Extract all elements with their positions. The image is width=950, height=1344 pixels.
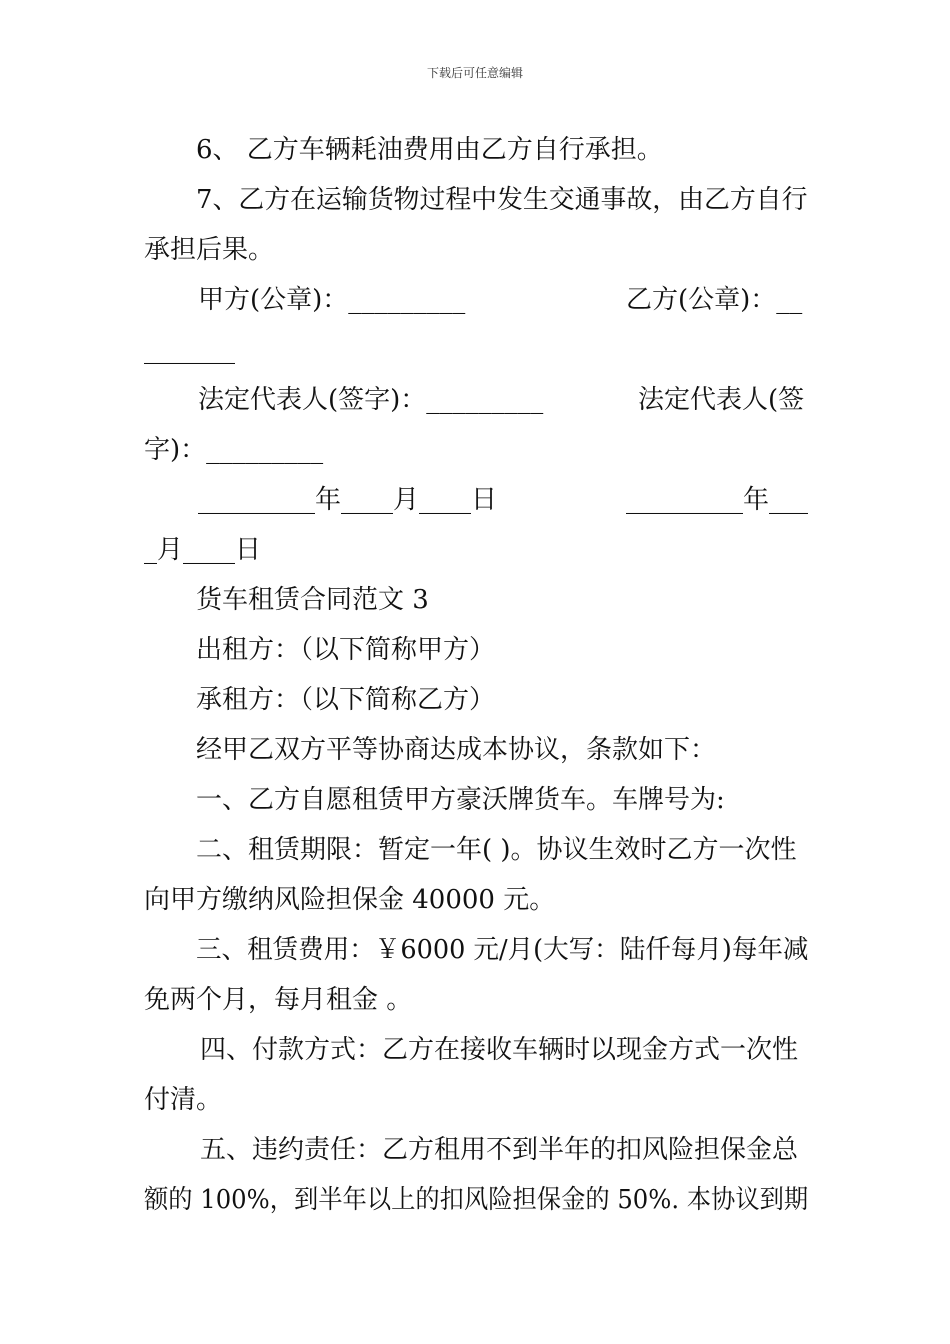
- text-line: 一、乙方自愿租赁甲方豪沃牌货车。车牌号为:: [196, 785, 725, 815]
- text-line: 字)：_________: [144, 435, 324, 465]
- text-line: 付清。: [144, 1085, 223, 1115]
- text-line: 承担后果。: [144, 235, 275, 265]
- text-line: 7、乙方在运输货物过程中发生交通事故，由乙方自行: [196, 185, 808, 215]
- text-line: 法定代表人(签字)：_________: [198, 385, 544, 415]
- text-line: _________年___: [626, 485, 809, 515]
- text-line: 三、租赁费用：￥6000 元/月(大写：陆仟每月)每年减: [196, 935, 809, 965]
- text-line: 乙方(公章)：__: [626, 285, 803, 315]
- text-line: 货车租赁合同范文 3: [196, 585, 429, 615]
- text-line: 免两个月，每月租金 。: [144, 985, 413, 1015]
- text-line: 五、违约责任：乙方租用不到半年的扣风险担保金总: [200, 1135, 799, 1165]
- text-line: _月____日: [144, 535, 262, 565]
- text-line: 6、 乙方车辆耗油费用由乙方自行承担。: [196, 135, 663, 165]
- text-line: 承租方：（以下简称乙方）: [196, 685, 496, 715]
- text-line: 二、租赁期限：暂定一年( )。协议生效时乙方一次性: [196, 835, 797, 865]
- text-line: 四、付款方式：乙方在接收车辆时以现金方式一次性: [200, 1035, 799, 1065]
- text-line: 出租方：（以下简称甲方）: [196, 635, 496, 665]
- text-line: 甲方(公章)：_________: [198, 285, 466, 315]
- text-line: _________年____月____日: [198, 485, 498, 515]
- text-line: 法定代表人(签: [638, 385, 805, 415]
- text-line: 向甲方缴纳风险担保金 40000 元。: [144, 885, 556, 915]
- text-line: 经甲乙双方平等协商达成本协议，条款如下：: [196, 735, 717, 765]
- text-line: _______: [144, 335, 235, 365]
- page-header: 下载后可任意编辑: [426, 66, 523, 80]
- text-line: 额的 100%，到半年以上的扣风险担保金的 50%. 本协议到期: [144, 1185, 809, 1215]
